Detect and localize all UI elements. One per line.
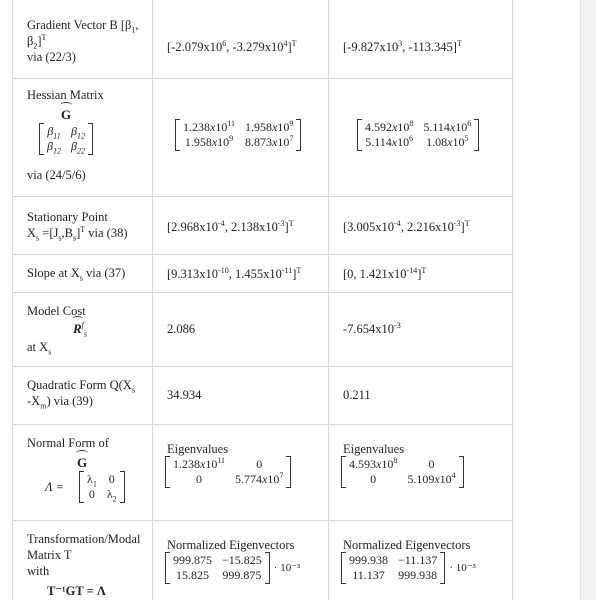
comparison-table xyxy=(12,0,513,600)
scale-factor-b: · 10⁻³ xyxy=(449,562,476,574)
slope-value-b: [0, $1.421x10^{-14}]^T$ xyxy=(343,265,427,281)
matrix-entry: $\lambda_1$ xyxy=(87,472,97,489)
matrix-entry: $\beta_{12}$ xyxy=(47,139,61,156)
matrix-entry: $4.592x10^8$ xyxy=(365,119,414,134)
matrix-entry: $5.114x10^6$ xyxy=(365,134,414,149)
matrix-entry: 0 xyxy=(108,472,115,486)
table-row-stationary xyxy=(13,197,513,255)
slope-value-a: [$9.313x10^{-10}$, $1.455x10^{-11}]^T$ xyxy=(167,265,302,281)
matrix-entry: $\lambda_2$ xyxy=(106,487,117,504)
matrix-entry: $1.08x10^5$ xyxy=(426,134,469,149)
row-label-gradient: Gradient Vector B [$\beta_1$, $\beta_2]^T$ via (22/3) xyxy=(27,18,139,64)
row-label-normal-form: Normal Form of xyxy=(27,436,109,450)
table-row-gradient xyxy=(13,0,513,79)
matrix-entry: 999.938 xyxy=(398,568,438,582)
table-row-quadratic xyxy=(13,367,513,425)
vertical-scrollbar[interactable] xyxy=(580,0,596,600)
matrix-entry: $1.238x10^{11}$ xyxy=(173,456,226,471)
table-row-transformation xyxy=(13,521,513,600)
matrix-entry: 15.825 xyxy=(176,568,209,582)
hessian-matrix-a xyxy=(175,119,301,155)
eigenvalues-matrix-b xyxy=(341,456,464,492)
table-row-model-cost xyxy=(13,293,513,367)
eigenvectors-matrix-b xyxy=(341,552,476,584)
matrix-entry: $\beta_{11}$ xyxy=(47,124,61,141)
hessian-via: via (24/5/6) xyxy=(27,168,86,182)
lambda-label: Λ = xyxy=(45,480,64,494)
eigenvectors-matrix-a xyxy=(165,552,300,584)
matrix-entry: $1.958x10^9$ xyxy=(245,119,294,134)
matrix-entry: $4.593x10^8$ xyxy=(349,456,398,471)
row-label-transformation: Transformation/Modal Matrix T with xyxy=(27,532,141,578)
matrix-entry: 999.875 xyxy=(222,568,262,582)
transformation-equation: T⁻¹GT = Λ xyxy=(47,584,106,598)
eigenvectors-title-b: Normalized Eigenvectors xyxy=(343,538,471,552)
matrix-entry: $5.774x10^7$ xyxy=(235,471,284,486)
table-row-normal-form xyxy=(13,425,513,521)
gradient-value-a: [$-2.079x10^6$, $-3.279x10^4]^T$ xyxy=(167,38,297,54)
table-row-hessian xyxy=(13,79,513,197)
lambda-symbolic-matrix xyxy=(79,471,125,507)
normal-form-symbol: G xyxy=(77,455,88,470)
stationary-value-a: [$2.968x10^{-4}$, $2.138x10^{-3}]^T$ xyxy=(167,218,294,234)
matrix-entry: −11.137 xyxy=(398,553,438,567)
hessian-symbolic-matrix xyxy=(39,123,93,159)
matrix-entry: 999.875 xyxy=(173,553,212,567)
scale-factor-a: · 10⁻³ xyxy=(273,562,301,574)
matrix-entry: $1.958x10^9$ xyxy=(184,134,234,149)
matrix-entry: $5.114x10^6$ xyxy=(423,119,472,134)
matrix-entry: 999.938 xyxy=(349,553,388,567)
eigenvalues-title-b: Eigenvalues xyxy=(343,442,405,456)
quadratic-value-b: 0.211 xyxy=(343,388,371,402)
matrix-entry: $8.873x10^7$ xyxy=(245,134,294,149)
matrix-entry: $5.109x10^4$ xyxy=(407,471,456,486)
matrix-entry: 0 xyxy=(428,457,435,471)
matrix-entry: 0 xyxy=(370,472,377,486)
model-cost-value-a: 2.086 xyxy=(167,322,196,336)
matrix-entry: 11.137 xyxy=(352,568,385,582)
matrix-entry: −15.825 xyxy=(222,553,262,567)
row-label-quadratic: Quadratic Form $Q(X_s$ $-X_m$) via (39) xyxy=(27,378,135,411)
matrix-entry: $1.238x10^{11}$ xyxy=(183,119,236,134)
matrix-entry: $\beta_{22}$ xyxy=(70,139,85,156)
model-cost-at: at $X_s$ xyxy=(27,340,52,357)
hessian-symbol: G xyxy=(61,107,72,122)
matrix-entry: 0 xyxy=(256,457,263,471)
matrix-entry: $\beta_{12}$ xyxy=(70,124,85,141)
matrix-entry: 0 xyxy=(88,487,95,501)
gradient-value-b: [$-9.827x10^3$, -113.345]$^T$ xyxy=(343,38,462,54)
stationary-value-b: [$3.005x10^{-4}$, $2.216x10^{-3}]^T$ xyxy=(343,218,470,234)
model-cost-symbol: $R^f_s$ xyxy=(73,320,88,339)
hessian-matrix-b xyxy=(357,119,479,155)
row-label-model-cost: Model Cost xyxy=(27,304,86,318)
eigenvalues-matrix-a xyxy=(165,456,291,492)
quadratic-value-a: 34.934 xyxy=(167,388,202,402)
row-label-hessian: Hessian Matrix xyxy=(27,88,104,102)
matrix-entry: 0 xyxy=(196,472,203,486)
eigenvalues-title-a: Eigenvalues xyxy=(167,442,229,456)
model-cost-value-b: $-7.654x10^{-3}$ xyxy=(343,320,401,336)
row-label-stationary: Stationary Point $X_s =[J_s,B_s]^T$ via (38) xyxy=(27,210,128,243)
row-label-slope: Slope at $X_s$ via (37) xyxy=(27,266,126,283)
table-row-slope xyxy=(13,255,513,293)
eigenvectors-title-a: Normalized Eigenvectors xyxy=(167,538,295,552)
